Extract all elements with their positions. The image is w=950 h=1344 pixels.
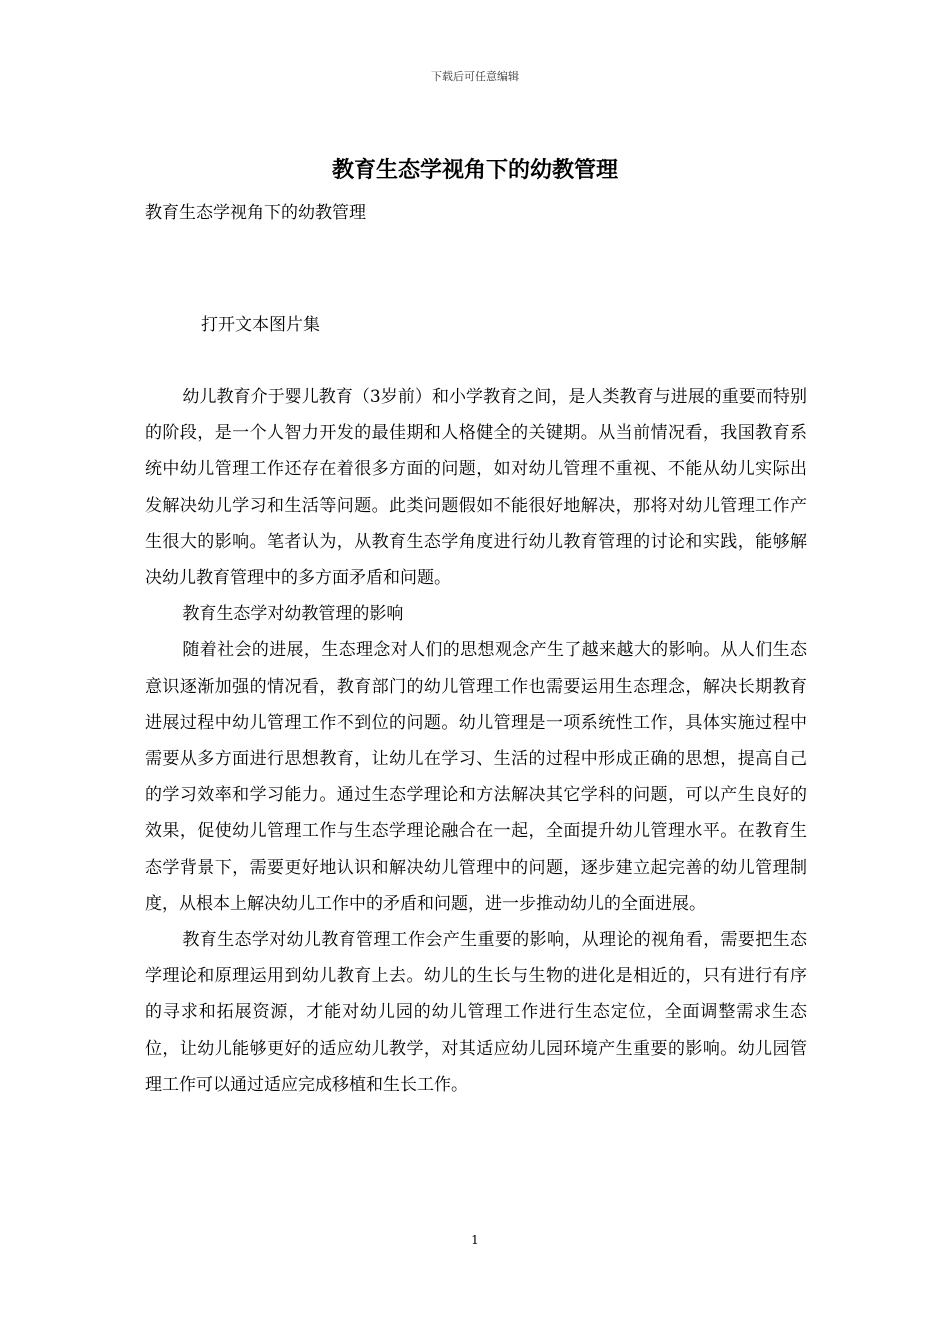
open-image-gallery-link[interactable]: 打开文本图片集 (201, 315, 320, 335)
paragraph-social-development: 随着社会的进展，生态理念对人们的思想观念产生了越来越大的影响。从人们生态意识逐渐加强的情况看，教育部门的幼儿管理工作也需要运用生态理念，解决长期教育进展过程中幼儿管理工作不到位的问题。幼儿管理是一项系统性工作，具体实施过程中需要从多方面进行思想教育，让幼儿在学习、生活的过程中形成正确的思想，提高自己的学习效率和学习能力。通过生态学理论和方法解决其它学科的问题，可以产生良好的效果，促使幼儿管理工作与生态学理论融合在一起，全面提升幼儿管理水平。在教育生态学背景下，需要更好地认识和解决幼儿管理中的问题，逐步建立起完善的幼儿管理制度，从根本上解决幼儿工作中的矛盾和问题，进一步推动幼儿的全面进展。 (145, 640, 807, 914)
document-title: 教育生态学视角下的幼教管理 (331, 157, 618, 183)
page-number: 1 (471, 1233, 479, 1247)
paragraph-ecology-impact: 教育生态学对幼儿教育管理工作会产生重要的影响，从理论的视角看，需要把生态学理论和原理运用到幼儿教育上去。幼儿的生长与生物的进化是相近的，只有进行有序的寻求和拓展资源，才能对幼儿园的幼儿管理工作进行生态定位，全面调整需求生态位，让幼儿能够更好的适应幼儿教学，对其适应幼儿园环境产生重要的影响。幼儿园管理工作可以通过适应完成移植和生长工作。 (145, 930, 807, 1095)
document-body (145, 379, 807, 1103)
header-note: 下载后可任意编辑 (431, 70, 519, 83)
paragraph-intro: 幼儿教育介于婴儿教育（3岁前）和小学教育之间，是人类教育与进展的重要而特别的阶段，是一个人智力开发的最佳期和人格健全的关键期。从当前情况看，我国教育系统中幼儿管理工作还存在着很多方面的问题，如对幼儿管理不重视、不能从幼儿实际出发解决幼儿学习和生活等问题。此类问题假如不能很好地解决，那将对幼儿管理工作产生很大的影响。笔者认为，从教育生态学角度进行幼儿教育管理的讨论和实践，能够解决幼儿教育管理中的多方面矛盾和问题。 (145, 387, 807, 589)
section-heading: 教育生态学对幼教管理的影响 (182, 604, 404, 625)
document-subtitle: 教育生态学视角下的幼教管理 (145, 203, 366, 223)
